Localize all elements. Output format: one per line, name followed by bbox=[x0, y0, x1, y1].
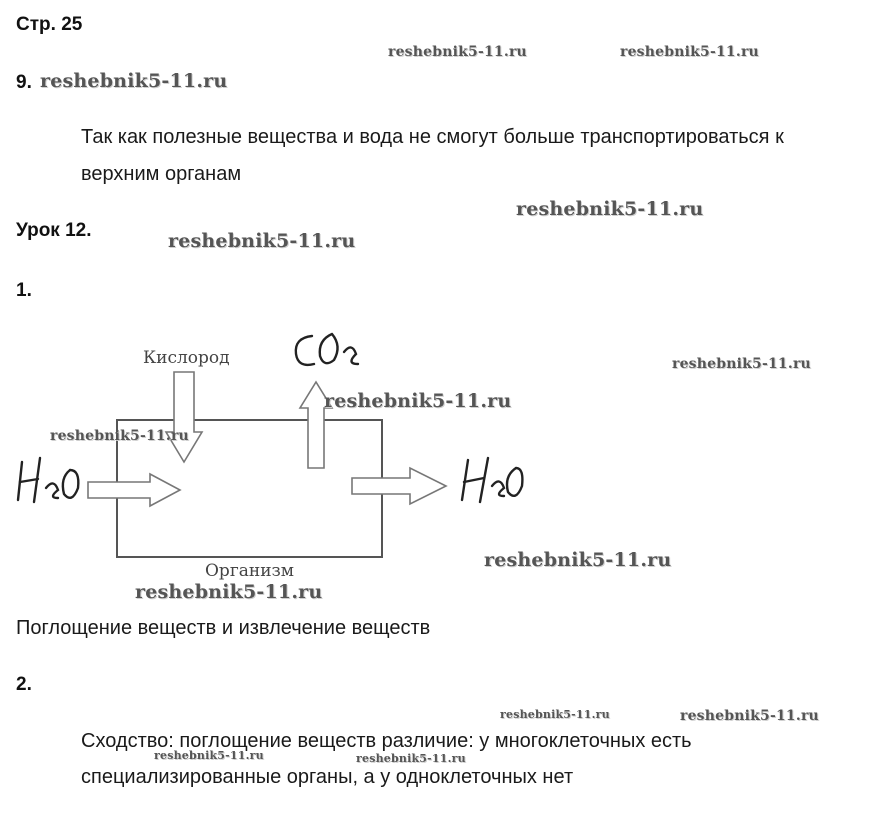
oxygen-label: Кислород bbox=[143, 348, 230, 368]
task-2-answer-line-1: Сходство: поглощение веществ различие: у многоклеточных есть bbox=[81, 730, 692, 752]
task-9-answer-line-2: верхним органам bbox=[81, 163, 242, 185]
watermark: reshebnik5-11.ru bbox=[680, 708, 819, 724]
watermark: reshebnik5-11.ru bbox=[516, 198, 704, 220]
water-in-label bbox=[18, 470, 20, 471]
watermark: reshebnik5-11.ru bbox=[672, 356, 811, 372]
watermark: reshebnik5-11.ru bbox=[388, 44, 527, 60]
co2-label bbox=[296, 344, 298, 345]
watermark: reshebnik5-11.ru bbox=[168, 230, 356, 252]
watermark: reshebnik5-11.ru bbox=[356, 752, 466, 765]
watermark: reshebnik5-11.ru bbox=[50, 428, 189, 444]
watermark: reshebnik5-11.ru bbox=[324, 390, 512, 412]
task-9-number: 9. bbox=[16, 72, 32, 93]
watermark: reshebnik5-11.ru bbox=[154, 749, 264, 762]
task-9-answer-line-1: Так как полезные вещества и вода не смогут больше транспортироваться к bbox=[81, 126, 784, 148]
water-in-arrow bbox=[88, 474, 180, 506]
water-out-arrow bbox=[352, 468, 446, 504]
watermark: reshebnik5-11.ru bbox=[40, 70, 228, 92]
co2-handwriting bbox=[296, 334, 358, 365]
task-2-number: 2. bbox=[16, 674, 32, 695]
water-out-label bbox=[460, 470, 462, 471]
watermark: reshebnik5-11.ru bbox=[620, 44, 759, 60]
lesson-title: Урок 12. bbox=[16, 220, 92, 241]
page-number-header: Стр. 25 bbox=[16, 14, 83, 35]
watermark: reshebnik5-11.ru bbox=[135, 581, 323, 603]
task-1-answer: Поглощение веществ и извлечение веществ bbox=[16, 617, 431, 639]
task-2-answer-line-2: специализированные органы, а у одноклеточных нет bbox=[81, 766, 574, 788]
task-1-number: 1. bbox=[16, 280, 32, 301]
watermark: reshebnik5-11.ru bbox=[500, 708, 610, 721]
water-in-handwriting bbox=[18, 458, 78, 502]
water-out-handwriting bbox=[462, 458, 522, 502]
oxygen-in-arrow bbox=[166, 372, 202, 462]
watermark: reshebnik5-11.ru bbox=[484, 549, 672, 571]
organism-label: Организм bbox=[205, 561, 295, 581]
